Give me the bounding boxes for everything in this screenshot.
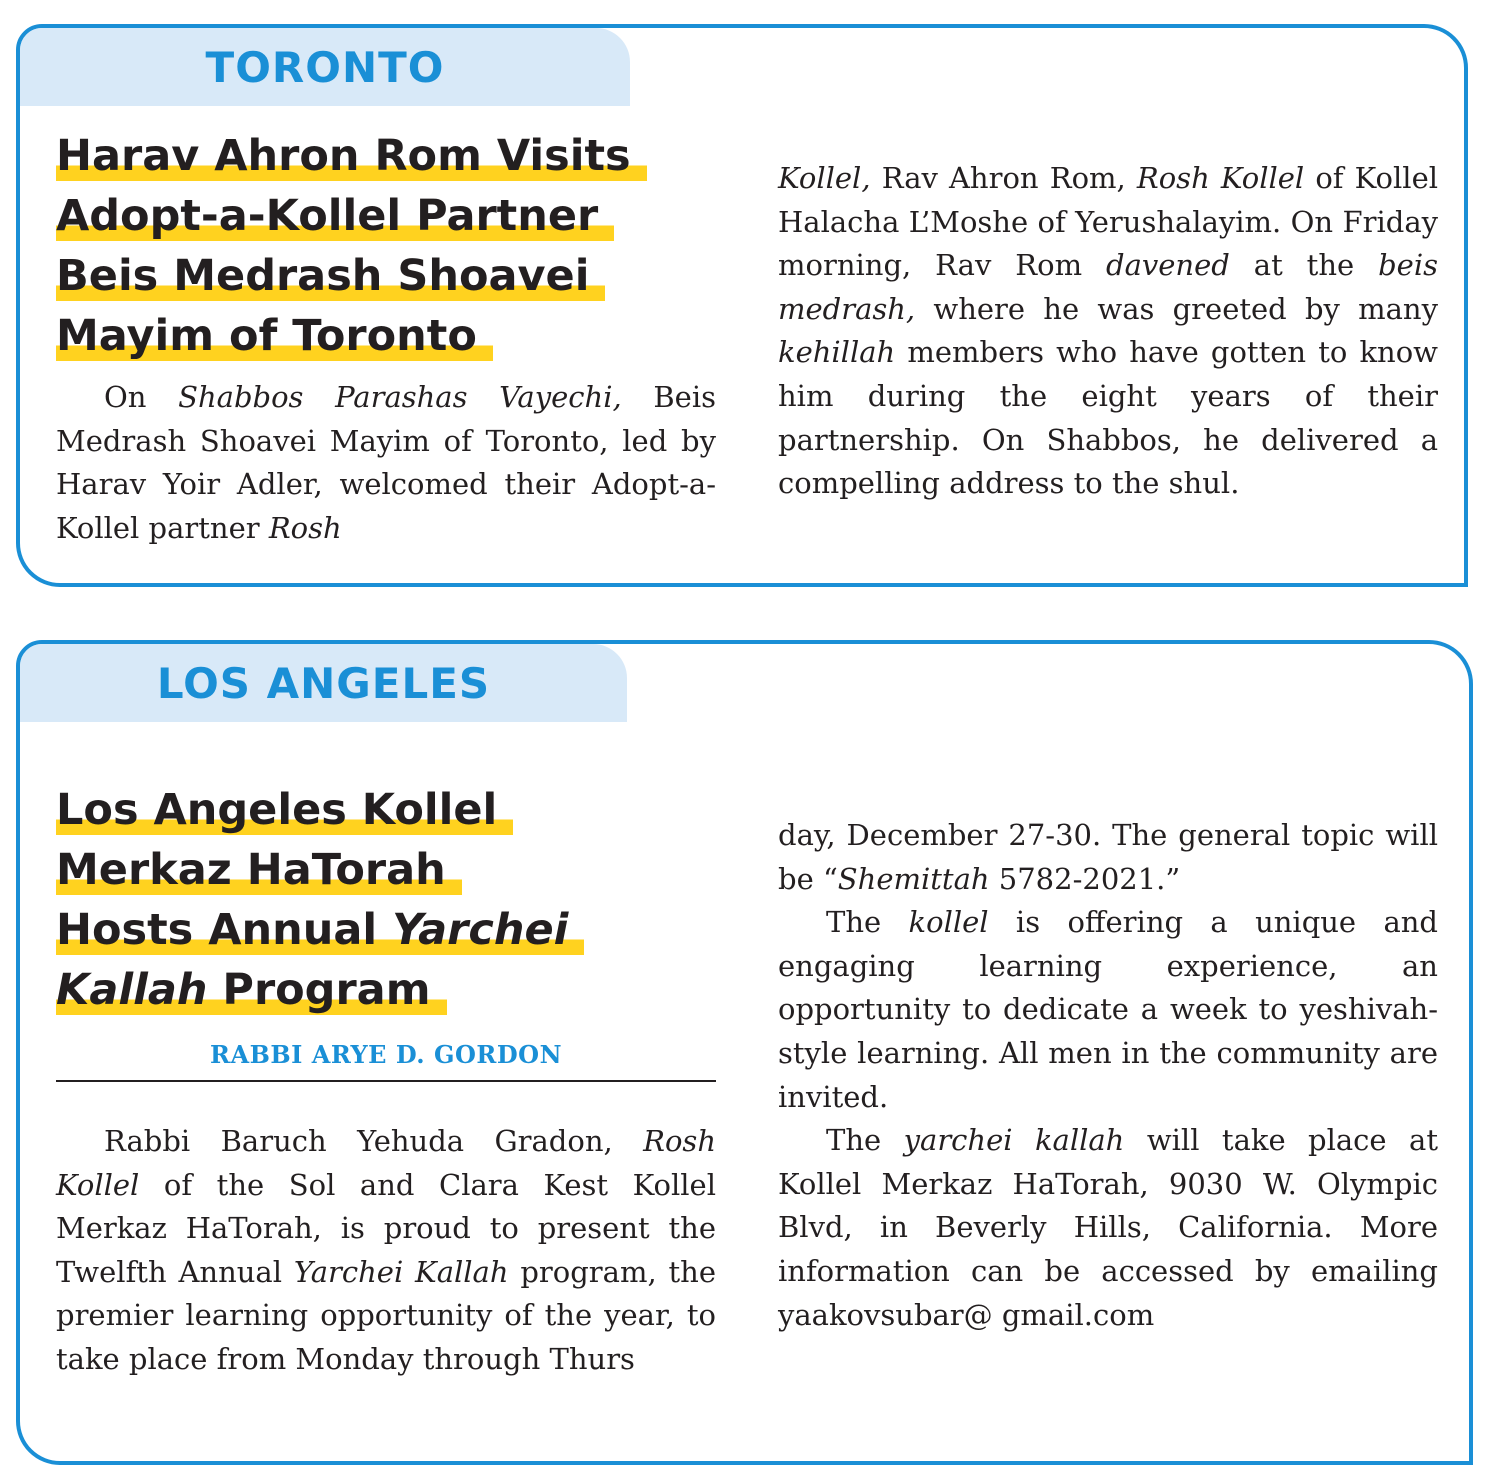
text-run: Rabbi Baruch Yehuda Gradon,	[104, 1124, 644, 1158]
text-run: at the	[1229, 248, 1379, 283]
los-angeles-body-column-2	[778, 814, 1438, 1337]
toronto-headline-line-3: Beis Medrash Shoavei	[56, 246, 605, 306]
italic-run: Yarchei	[392, 905, 569, 955]
text-run: Los Angeles Kollel	[56, 785, 498, 835]
italic-run: kehillah	[778, 335, 896, 370]
los-angeles-section-tab: LOS ANGELES	[20, 644, 627, 722]
la-paragraph-3	[778, 1119, 1438, 1337]
text-run: On	[104, 380, 179, 414]
toronto-headline	[56, 126, 736, 366]
byline: RABBI ARYE D. GORDON	[210, 1040, 562, 1069]
text-run: is offering a unique and engaging learning experience, an opportunity to dedicate a week to yeshivah-style learning. All men in the community are invited.	[778, 905, 1438, 1114]
text-run: Beis Medrash Shoavei Mayim of Toronto, led by Harav Yoir Adler, welcomed their Adopt-a-Kollel partner	[56, 380, 716, 545]
text-run: Hosts Annual	[56, 905, 393, 955]
italic-run: Kallah	[56, 965, 208, 1015]
toronto-paragraph-1-continued	[778, 157, 1438, 506]
italic-run: yarchei kallah	[903, 1123, 1125, 1158]
italic-run: Rosh	[268, 510, 342, 545]
italic-run: Shabbos Parashas Vayechi,	[178, 380, 622, 414]
italic-run: Rosh Kollel	[56, 1124, 716, 1202]
text-run: Rav Ahron Rom,	[870, 161, 1137, 195]
text-run: Program	[207, 965, 431, 1015]
text-run: program, the premier learning opportunity of the year, to take place from Monday through Thurs	[56, 1254, 716, 1376]
los-angeles-body-column-1	[56, 1120, 716, 1382]
text-run: of Kollel Halacha L’Moshe of Yerushalayim. On Friday morning, Rav Rom	[778, 161, 1439, 283]
la-paragraph-2	[778, 901, 1438, 1119]
la-headline-line-3	[56, 900, 584, 960]
la-paragraph-1	[56, 1120, 716, 1382]
text-run: The	[826, 1123, 904, 1158]
italic-run: kollel	[908, 905, 989, 940]
toronto-headline-line-1: Harav Ahron Rom Visits	[56, 126, 647, 186]
toronto-body-column-2	[778, 157, 1438, 506]
toronto-headline-line-4: Mayim of Toronto	[56, 306, 493, 366]
toronto-section-tab: TORONTO	[20, 28, 630, 106]
text-run: day, December 27-30. The general topic will be “	[778, 818, 1438, 896]
la-headline-line-4	[56, 960, 447, 1020]
la-paragraph-1-continued	[778, 814, 1438, 901]
italic-run: Kollel,	[778, 161, 871, 195]
text-run: Merkaz HaTorah	[56, 845, 446, 895]
toronto-body-column-1	[56, 376, 716, 550]
text-run: will take place at Kollel Merkaz HaTorah, 9030 W. Olympic Blvd, in Beverly Hills, California. More information can be accessed by emailing yaakovsubar@ gmail.com	[778, 1123, 1438, 1332]
toronto-paragraph-1	[56, 376, 716, 550]
byline-divider	[56, 1080, 716, 1082]
la-headline-line-2	[56, 840, 462, 900]
italic-run: Shemittah	[837, 861, 990, 896]
italic-run: davened	[1106, 248, 1230, 283]
text-run: of the Sol and Clara Kest Kollel Merkaz HaTorah, is proud to present the Twelfth Annual	[56, 1167, 716, 1289]
italic-run: Yarchei Kallah	[293, 1254, 509, 1289]
la-headline-line-1	[56, 780, 513, 840]
italic-run: beis medrash,	[778, 248, 1438, 326]
text-run: The	[826, 905, 909, 940]
italic-run: Rosh Kollel	[1136, 161, 1305, 195]
text-run: members who have gotten to know him during the eight years of their partnership. On Shabbos, he delivered a compelling address to the shul.	[778, 335, 1438, 501]
toronto-headline-line-2: Adopt-a-Kollel Partner	[56, 186, 614, 246]
text-run: 5782-2021.”	[989, 861, 1181, 896]
los-angeles-headline	[56, 780, 736, 1020]
text-run: where he was greeted by many	[915, 291, 1438, 326]
